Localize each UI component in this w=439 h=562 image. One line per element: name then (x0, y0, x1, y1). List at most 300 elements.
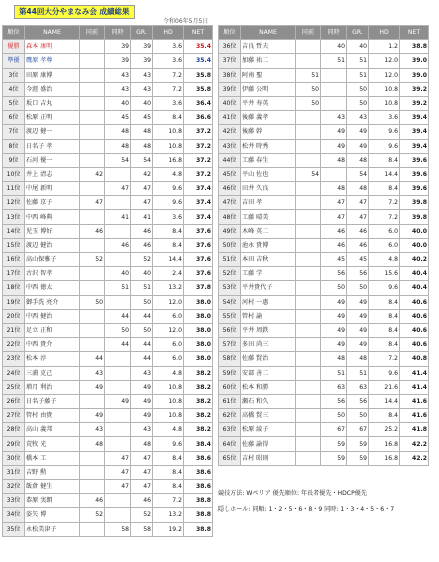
in-score-cell: 40 (105, 267, 131, 281)
out-score-cell (296, 295, 321, 309)
net-cell: 41.8 (400, 423, 429, 437)
handicap-cell: 8.4 (153, 480, 184, 494)
name-cell: 佐藤 京子 (25, 196, 80, 210)
net-cell: 36.6 (184, 111, 213, 125)
out-score-cell (80, 267, 105, 281)
gross-cell: 40 (131, 96, 153, 110)
net-cell: 37.6 (184, 253, 213, 267)
out-score-cell (80, 68, 105, 82)
rank-cell: 20位 (3, 309, 25, 323)
out-score-cell (296, 281, 321, 295)
rank-cell: 52位 (219, 267, 241, 281)
gross-cell: 39 (131, 54, 153, 68)
out-score-cell (296, 409, 321, 423)
table-row (219, 309, 429, 323)
in-score-cell: 44 (105, 338, 131, 352)
in-score-cell: 59 (321, 451, 347, 465)
gross-cell: 46 (131, 238, 153, 252)
net-cell: 38.2 (184, 380, 213, 394)
in-score-cell: 48 (321, 182, 347, 196)
rank-cell: 50位 (219, 238, 241, 252)
rank-cell: 8位 (3, 139, 25, 153)
net-cell: 39.8 (400, 210, 429, 224)
gross-cell: 51 (347, 366, 369, 380)
gross-cell: 47 (131, 451, 153, 465)
table-row (3, 182, 213, 196)
handicap-cell: 7.2 (153, 68, 184, 82)
out-score-cell (80, 111, 105, 125)
in-score-cell (321, 167, 347, 181)
handicap-cell: 9.6 (153, 437, 184, 451)
in-score-cell: 48 (105, 125, 131, 139)
gross-cell: 56 (347, 267, 369, 281)
net-cell: 41.6 (400, 394, 429, 408)
out-score-cell (80, 465, 105, 479)
in-score-cell: 59 (321, 437, 347, 451)
rank-cell: 45位 (219, 167, 241, 181)
in-score-cell: 43 (321, 111, 347, 125)
handicap-cell: 4.8 (369, 253, 400, 267)
table-row (219, 437, 429, 451)
gross-cell: 48 (131, 125, 153, 139)
rank-cell: 22位 (3, 338, 25, 352)
gross-cell: 46 (347, 224, 369, 238)
table-row (3, 451, 213, 465)
rank-cell: 60位 (219, 380, 241, 394)
handicap-cell: 8.4 (369, 323, 400, 337)
hidden-holes-note: 隠しホール: 同順: 1・2・5・6・8・9 同時: 1・3・4・5・6・7 (218, 506, 395, 513)
gross-cell: 49 (347, 295, 369, 309)
rank-cell: 41位 (219, 111, 241, 125)
net-cell: 40.6 (400, 323, 429, 337)
gross-cell: 49 (347, 139, 369, 153)
in-score-cell: 50 (105, 323, 131, 337)
out-score-cell (80, 125, 105, 139)
net-cell: 38.2 (184, 423, 213, 437)
handicap-cell: 8.4 (153, 111, 184, 125)
handicap-cell: 7.2 (369, 352, 400, 366)
name-cell: 日名子藤子 (25, 394, 80, 408)
in-score-cell: 40 (105, 96, 131, 110)
gross-cell: 49 (131, 409, 153, 423)
gross-cell: 50 (347, 96, 369, 110)
name-cell: 永松美津子 (25, 522, 80, 536)
gross-cell: 47 (347, 210, 369, 224)
rank-cell: 15位 (3, 238, 25, 252)
rank-cell: 27位 (3, 409, 25, 423)
in-score-cell: 48 (105, 139, 131, 153)
rank-cell: 25位 (3, 380, 25, 394)
rank-cell: 49位 (219, 224, 241, 238)
handicap-cell: 16.8 (369, 437, 400, 451)
name-cell: 古沢 智孝 (25, 267, 80, 281)
name-cell: 足立 正和 (25, 323, 80, 337)
name-cell: 瀬石 和久 (241, 394, 296, 408)
table-row (219, 295, 429, 309)
out-score-cell: 50 (296, 96, 321, 110)
table-row (3, 196, 213, 210)
gross-cell: 43 (131, 82, 153, 96)
header-name: NAME (25, 26, 80, 40)
table-row (3, 224, 213, 238)
name-cell: 石河 優一 (25, 153, 80, 167)
name-cell: 児玉 博好 (25, 224, 80, 238)
out-score-cell (296, 196, 321, 210)
rank-cell: 11位 (3, 182, 25, 196)
in-score-cell (105, 352, 131, 366)
net-cell: 38.6 (184, 480, 213, 494)
rank-cell: 63位 (219, 423, 241, 437)
name-cell: 松本 和勝 (241, 380, 296, 394)
net-cell: 37.4 (184, 182, 213, 196)
out-score-cell (296, 253, 321, 267)
handicap-cell: 9.6 (369, 139, 400, 153)
name-cell: 中西 徳太 (25, 281, 80, 295)
handicap-cell: 3.6 (153, 210, 184, 224)
gross-cell: 48 (347, 153, 369, 167)
name-cell: 恭原 実朗 (25, 494, 80, 508)
name-cell: 工藤 学 (241, 267, 296, 281)
gross-cell: 48 (131, 139, 153, 153)
header-net: NET (184, 26, 213, 40)
in-score-cell: 47 (321, 210, 347, 224)
rank-cell: 64位 (219, 437, 241, 451)
handicap-cell: 10.8 (153, 380, 184, 394)
in-score-cell: 49 (321, 125, 347, 139)
net-cell: 40.6 (400, 338, 429, 352)
table-row (219, 380, 429, 394)
net-cell: 38.0 (184, 323, 213, 337)
in-score-cell (105, 437, 131, 451)
out-score-cell: 50 (296, 82, 321, 96)
net-cell: 37.2 (184, 139, 213, 153)
handicap-cell: 8.4 (369, 182, 400, 196)
table-row (3, 394, 213, 408)
rank-cell: 優勝 (3, 40, 25, 54)
rank-cell: 4位 (3, 82, 25, 96)
handicap-cell: 10.8 (153, 139, 184, 153)
handicap-cell: 9.6 (369, 125, 400, 139)
out-score-cell (296, 182, 321, 196)
name-cell: 多田 尚三 (241, 338, 296, 352)
net-cell: 39.4 (400, 111, 429, 125)
header-gross: GR. (347, 26, 369, 40)
name-cell: 佐藤 賢治 (241, 352, 296, 366)
rank-cell: 55位 (219, 309, 241, 323)
rank-cell: 48位 (219, 210, 241, 224)
name-cell: 加藤 祐二 (241, 54, 296, 68)
out-score-cell (80, 96, 105, 110)
handicap-cell: 16.8 (369, 451, 400, 465)
gross-cell: 47 (347, 196, 369, 210)
net-cell: 39.6 (400, 167, 429, 181)
handicap-cell: 10.8 (153, 409, 184, 423)
gross-cell: 56 (347, 394, 369, 408)
out-score-cell (296, 125, 321, 139)
in-score-cell (105, 253, 131, 267)
table-row (3, 352, 213, 366)
handicap-cell: 8.4 (369, 295, 400, 309)
table-row (3, 465, 213, 479)
table-row (3, 125, 213, 139)
handicap-cell: 3.6 (369, 111, 400, 125)
table-row (219, 253, 429, 267)
gross-cell: 50 (347, 281, 369, 295)
out-score-cell (80, 309, 105, 323)
handicap-cell: 8.4 (369, 338, 400, 352)
gross-cell: 43 (131, 423, 153, 437)
net-cell: 40.0 (400, 224, 429, 238)
handicap-cell: 12.0 (369, 68, 400, 82)
net-cell: 40.8 (400, 352, 429, 366)
net-cell: 41.4 (400, 380, 429, 394)
rank-cell: 38位 (219, 68, 241, 82)
out-score-cell (296, 380, 321, 394)
name-cell: 平山 佐也 (241, 167, 296, 181)
name-cell: 中西 貴介 (25, 338, 80, 352)
out-score-cell (296, 238, 321, 252)
out-score-cell (296, 394, 321, 408)
name-cell: 飯倉 健生 (25, 480, 80, 494)
in-score-cell: 45 (105, 111, 131, 125)
name-cell: 坂口 吉丸 (25, 96, 80, 110)
in-score-cell (105, 224, 131, 238)
handicap-cell: 6.0 (369, 224, 400, 238)
gross-cell: 45 (347, 253, 369, 267)
handicap-cell: 19.2 (153, 522, 184, 536)
net-cell: 38.0 (184, 295, 213, 309)
table-row (3, 380, 213, 394)
handicap-cell: 4.8 (153, 366, 184, 380)
table-row (219, 338, 429, 352)
gross-cell: 47 (131, 480, 153, 494)
name-cell: 後藤 幹 (241, 125, 296, 139)
header-in: 同時 (105, 26, 131, 40)
net-cell: 38.8 (184, 522, 213, 536)
rank-cell: 46位 (219, 182, 241, 196)
in-score-cell: 47 (105, 182, 131, 196)
in-score-cell: 41 (105, 210, 131, 224)
rank-cell: 47位 (219, 196, 241, 210)
rank-cell: 12位 (3, 196, 25, 210)
in-score-cell (105, 508, 131, 522)
out-score-cell (80, 139, 105, 153)
gross-cell: 46 (131, 224, 153, 238)
name-cell: 中西 峰典 (25, 210, 80, 224)
rank-cell: 36位 (219, 40, 241, 54)
rank-cell: 58位 (219, 352, 241, 366)
out-score-cell: 49 (80, 409, 105, 423)
out-score-cell: 52 (80, 253, 105, 267)
table-row (3, 68, 213, 82)
out-score-cell (296, 267, 321, 281)
in-score-cell: 46 (321, 238, 347, 252)
rank-cell: 21位 (3, 323, 25, 337)
in-score-cell: 48 (321, 352, 347, 366)
out-score-cell (296, 139, 321, 153)
table-row (3, 323, 213, 337)
rank-cell: 32位 (3, 480, 25, 494)
handicap-cell: 9.6 (369, 366, 400, 380)
name-cell: 吉良 哲夫 (241, 40, 296, 54)
rank-cell: 30位 (3, 451, 25, 465)
in-score-cell: 56 (321, 267, 347, 281)
net-cell: 38.8 (400, 40, 429, 54)
name-cell: 管村 諭 (241, 309, 296, 323)
handicap-cell: 8.4 (153, 224, 184, 238)
handicap-cell: 2.4 (153, 267, 184, 281)
out-score-cell: 44 (80, 352, 105, 366)
gross-cell: 67 (347, 423, 369, 437)
name-cell: 日名子 孝 (25, 139, 80, 153)
header-net: NET (400, 26, 429, 40)
gross-cell: 49 (347, 323, 369, 337)
in-score-cell: 49 (321, 309, 347, 323)
gross-cell: 50 (131, 323, 153, 337)
handicap-cell: 7.2 (153, 494, 184, 508)
gross-cell: 45 (131, 111, 153, 125)
net-cell: 39.8 (400, 196, 429, 210)
table-row (219, 153, 429, 167)
name-cell: 中西 健治 (25, 309, 80, 323)
handicap-cell: 14.4 (153, 253, 184, 267)
in-score-cell (105, 409, 131, 423)
rank-cell: 54位 (219, 295, 241, 309)
net-cell: 37.6 (184, 238, 213, 252)
rank-cell: 24位 (3, 366, 25, 380)
name-cell: 井上 清志 (25, 167, 80, 181)
table-row (3, 111, 213, 125)
in-score-cell: 47 (321, 196, 347, 210)
net-cell: 38.4 (184, 437, 213, 451)
in-score-cell: 43 (105, 68, 131, 82)
gross-cell: 43 (131, 68, 153, 82)
in-score-cell: 54 (105, 153, 131, 167)
table-row (3, 139, 213, 153)
handicap-cell: 13.2 (153, 281, 184, 295)
handicap-cell: 8.4 (153, 465, 184, 479)
out-score-cell (80, 522, 105, 536)
rank-cell: 6位 (3, 111, 25, 125)
table-row (219, 451, 429, 465)
rank-cell: 31位 (3, 465, 25, 479)
rank-cell: 3位 (3, 68, 25, 82)
out-score-cell (80, 153, 105, 167)
name-cell: 安部 善二 (241, 366, 296, 380)
net-cell: 41.6 (400, 409, 429, 423)
table-row (219, 125, 429, 139)
gross-cell: 43 (131, 366, 153, 380)
name-cell: 渡辺 健一 (25, 125, 80, 139)
gross-cell: 46 (347, 238, 369, 252)
table-row (219, 139, 429, 153)
header-out: 同前 (80, 26, 105, 40)
gross-cell: 50 (131, 295, 153, 309)
out-score-cell (296, 153, 321, 167)
in-score-cell: 39 (105, 40, 131, 54)
rank-cell: 19位 (3, 295, 25, 309)
net-cell: 39.2 (400, 82, 429, 96)
header-gross: GR. (131, 26, 153, 40)
out-score-cell (296, 224, 321, 238)
table-row (219, 409, 429, 423)
gross-cell: 49 (347, 338, 369, 352)
in-score-cell (105, 494, 131, 508)
in-score-cell: 56 (321, 394, 347, 408)
table-row (3, 309, 213, 323)
gross-cell: 43 (347, 111, 369, 125)
in-score-cell: 47 (105, 451, 131, 465)
name-cell: 河村 一惠 (241, 295, 296, 309)
in-score-cell (105, 196, 131, 210)
rank-cell: 56位 (219, 323, 241, 337)
header-handicap: HD (153, 26, 184, 40)
rank-cell: 16位 (3, 253, 25, 267)
net-cell: 38.8 (184, 494, 213, 508)
net-cell: 41.4 (400, 366, 429, 380)
table-row (3, 423, 213, 437)
gross-cell: 54 (131, 153, 153, 167)
out-score-cell: 48 (80, 437, 105, 451)
name-cell: 吉野 勲 (25, 465, 80, 479)
net-cell: 37.6 (184, 267, 213, 281)
name-cell: 渡辺 健治 (25, 238, 80, 252)
gross-cell: 49 (131, 394, 153, 408)
name-cell: 三浦 克己 (25, 366, 80, 380)
name-cell: 高橋 賢三 (241, 409, 296, 423)
out-score-cell (80, 338, 105, 352)
name-cell: 森本 康明 (25, 40, 80, 54)
in-score-cell: 63 (321, 380, 347, 394)
gross-cell: 44 (131, 309, 153, 323)
net-cell: 36.4 (184, 96, 213, 110)
handicap-cell: 16.8 (153, 153, 184, 167)
rank-cell: 17位 (3, 267, 25, 281)
name-cell: 田井 久良 (241, 182, 296, 196)
handicap-cell: 9.6 (153, 182, 184, 196)
event-date: 令和06年5月5日 (163, 18, 209, 25)
table-row (219, 281, 429, 295)
net-cell: 37.2 (184, 167, 213, 181)
handicap-cell: 6.0 (153, 338, 184, 352)
rank-cell: 44位 (219, 153, 241, 167)
handicap-cell: 3.6 (153, 96, 184, 110)
net-cell: 39.4 (400, 125, 429, 139)
handicap-cell: 6.0 (153, 352, 184, 366)
net-cell: 42.2 (400, 437, 429, 451)
net-cell: 39.2 (400, 96, 429, 110)
net-cell: 40.6 (400, 309, 429, 323)
in-score-cell: 58 (105, 522, 131, 536)
handicap-cell: 10.8 (369, 96, 400, 110)
out-score-cell (80, 54, 105, 68)
rank-cell: 57位 (219, 338, 241, 352)
net-cell: 39.0 (400, 54, 429, 68)
in-score-cell: 47 (105, 465, 131, 479)
handicap-cell: 10.8 (153, 394, 184, 408)
out-score-cell (296, 323, 321, 337)
rank-cell: 37位 (219, 54, 241, 68)
out-score-cell: 54 (296, 167, 321, 181)
handicap-cell: 1.2 (369, 40, 400, 54)
out-score-cell (80, 281, 105, 295)
out-score-cell (80, 210, 105, 224)
out-score-cell (296, 451, 321, 465)
out-score-cell (80, 82, 105, 96)
table-header-row (219, 26, 429, 40)
name-cell: 吉村 昭則 (241, 451, 296, 465)
name-cell: 木峰 英二 (241, 224, 296, 238)
